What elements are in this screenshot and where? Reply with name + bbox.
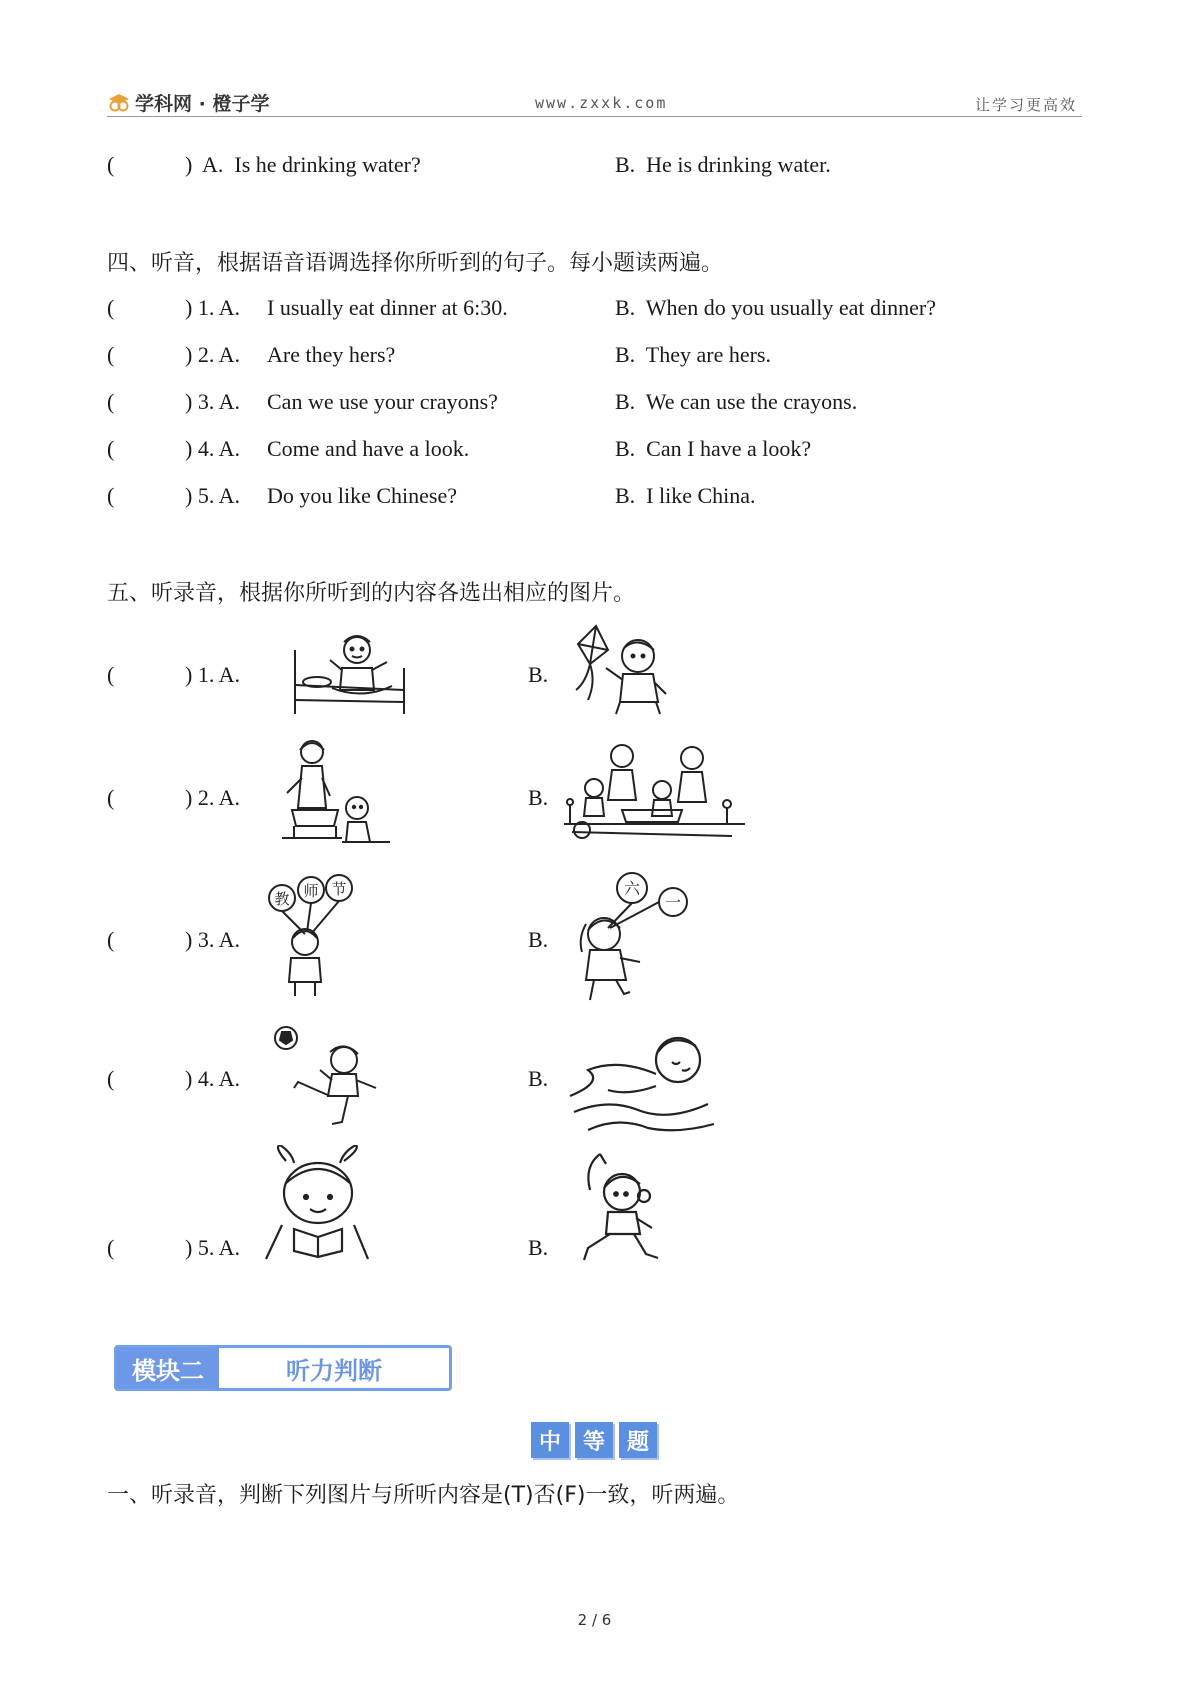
answer-paren: ( [107,342,115,367]
girl-dancing-picture [580,1150,670,1262]
answer-paren: ( [107,389,115,414]
item-number: ) 2. A. [185,785,240,810]
difficulty-char: 中 [531,1422,569,1458]
option-a: Are they hers? [267,342,396,367]
balloon-char: 一 [664,893,682,912]
module-title: 听力判断 [286,1356,382,1385]
item-number: ) 3. A. [185,389,240,414]
option-b-label: B. [528,662,549,687]
answer-paren-close: ) [185,152,193,177]
option-b-label: B. [528,785,549,810]
answer-paren: ( [107,1235,115,1260]
item-number: ) 1. A. [185,662,240,687]
child-getting-up-picture [292,630,407,715]
girl-reading-book-picture [264,1145,374,1260]
page-number: 2 / 6 [577,1611,612,1629]
option-b: B. They are hers. [615,342,771,367]
section-5-title: 五、听录音，根据你所听到的内容各选出相应的图片。 [107,581,636,606]
module-header [114,1345,452,1391]
owl-logo-icon [107,93,131,113]
option-b: B. We can use the crayons. [615,389,858,414]
option-a: A. Is he drinking water? [202,152,421,177]
site-url: www.zxxk.com [535,94,668,112]
answer-paren: ( [107,483,115,508]
item-number: ) 4. A. [185,436,240,461]
answer-paren: ( [107,295,115,320]
slogan: 让学习更高效 [975,96,1078,114]
item-number: ) 5. A. [185,483,240,508]
site-logo [107,89,269,116]
option-b: B. When do you usually eat dinner? [615,295,936,320]
option-b-label: B. [528,927,549,952]
option-b: B. He is drinking water. [615,152,831,177]
answer-paren: ( [107,1066,115,1091]
option-a: Do you like Chinese? [267,483,458,508]
option-b: B. I like China. [615,483,756,508]
boy-flying-kite-picture [568,622,673,717]
answer-paren: ( [107,785,115,810]
answer-paren: ( [107,662,115,687]
module-tag: 模块二 [117,1348,219,1388]
section-4-title: 四、听音，根据语音语调选择你所听到的句子。每小题读两遍。 [107,251,724,276]
option-b-label: B. [528,1066,549,1091]
item-number: ) 2. A. [185,342,240,367]
girl-swimming-picture [568,1030,716,1135]
logo-text: 学科网 · 橙子学 [135,93,270,115]
section-1-title: 一、听录音，判断下列图片与所听内容是(T)否(F)一致，听两遍。 [107,1483,740,1508]
balloon-char: 教 [274,890,290,908]
difficulty-char: 题 [619,1422,657,1458]
mother-cooking-picture [262,738,397,846]
family-picnic-picture [562,740,747,842]
item-number: ) 3. A. [185,927,240,952]
balloon-char: 节 [331,880,347,898]
option-a: I usually eat dinner at 6:30. [267,295,508,320]
answer-paren-open: ( [107,152,115,177]
option-a: Come and have a look. [267,436,470,461]
balloon-char: 师 [303,882,319,900]
difficulty-char: 等 [575,1422,613,1458]
item-number: ) 5. A. [185,1235,240,1260]
option-a: Can we use your crayons? [267,389,498,414]
answer-paren: ( [107,927,115,952]
option-b: B. Can I have a look? [615,436,812,461]
boy-kicking-football-picture [272,1024,382,1129]
teachers-day-boy-picture [265,872,355,997]
item-number: ) 1. A. [185,295,240,320]
item-number: ) 4. A. [185,1066,240,1091]
childrens-day-girl-picture [568,868,688,1006]
header-divider [107,116,1082,117]
balloon-char: 六 [623,879,641,898]
answer-paren: ( [107,436,115,461]
option-b-label: B. [528,1235,549,1260]
difficulty-badge [531,1422,657,1458]
